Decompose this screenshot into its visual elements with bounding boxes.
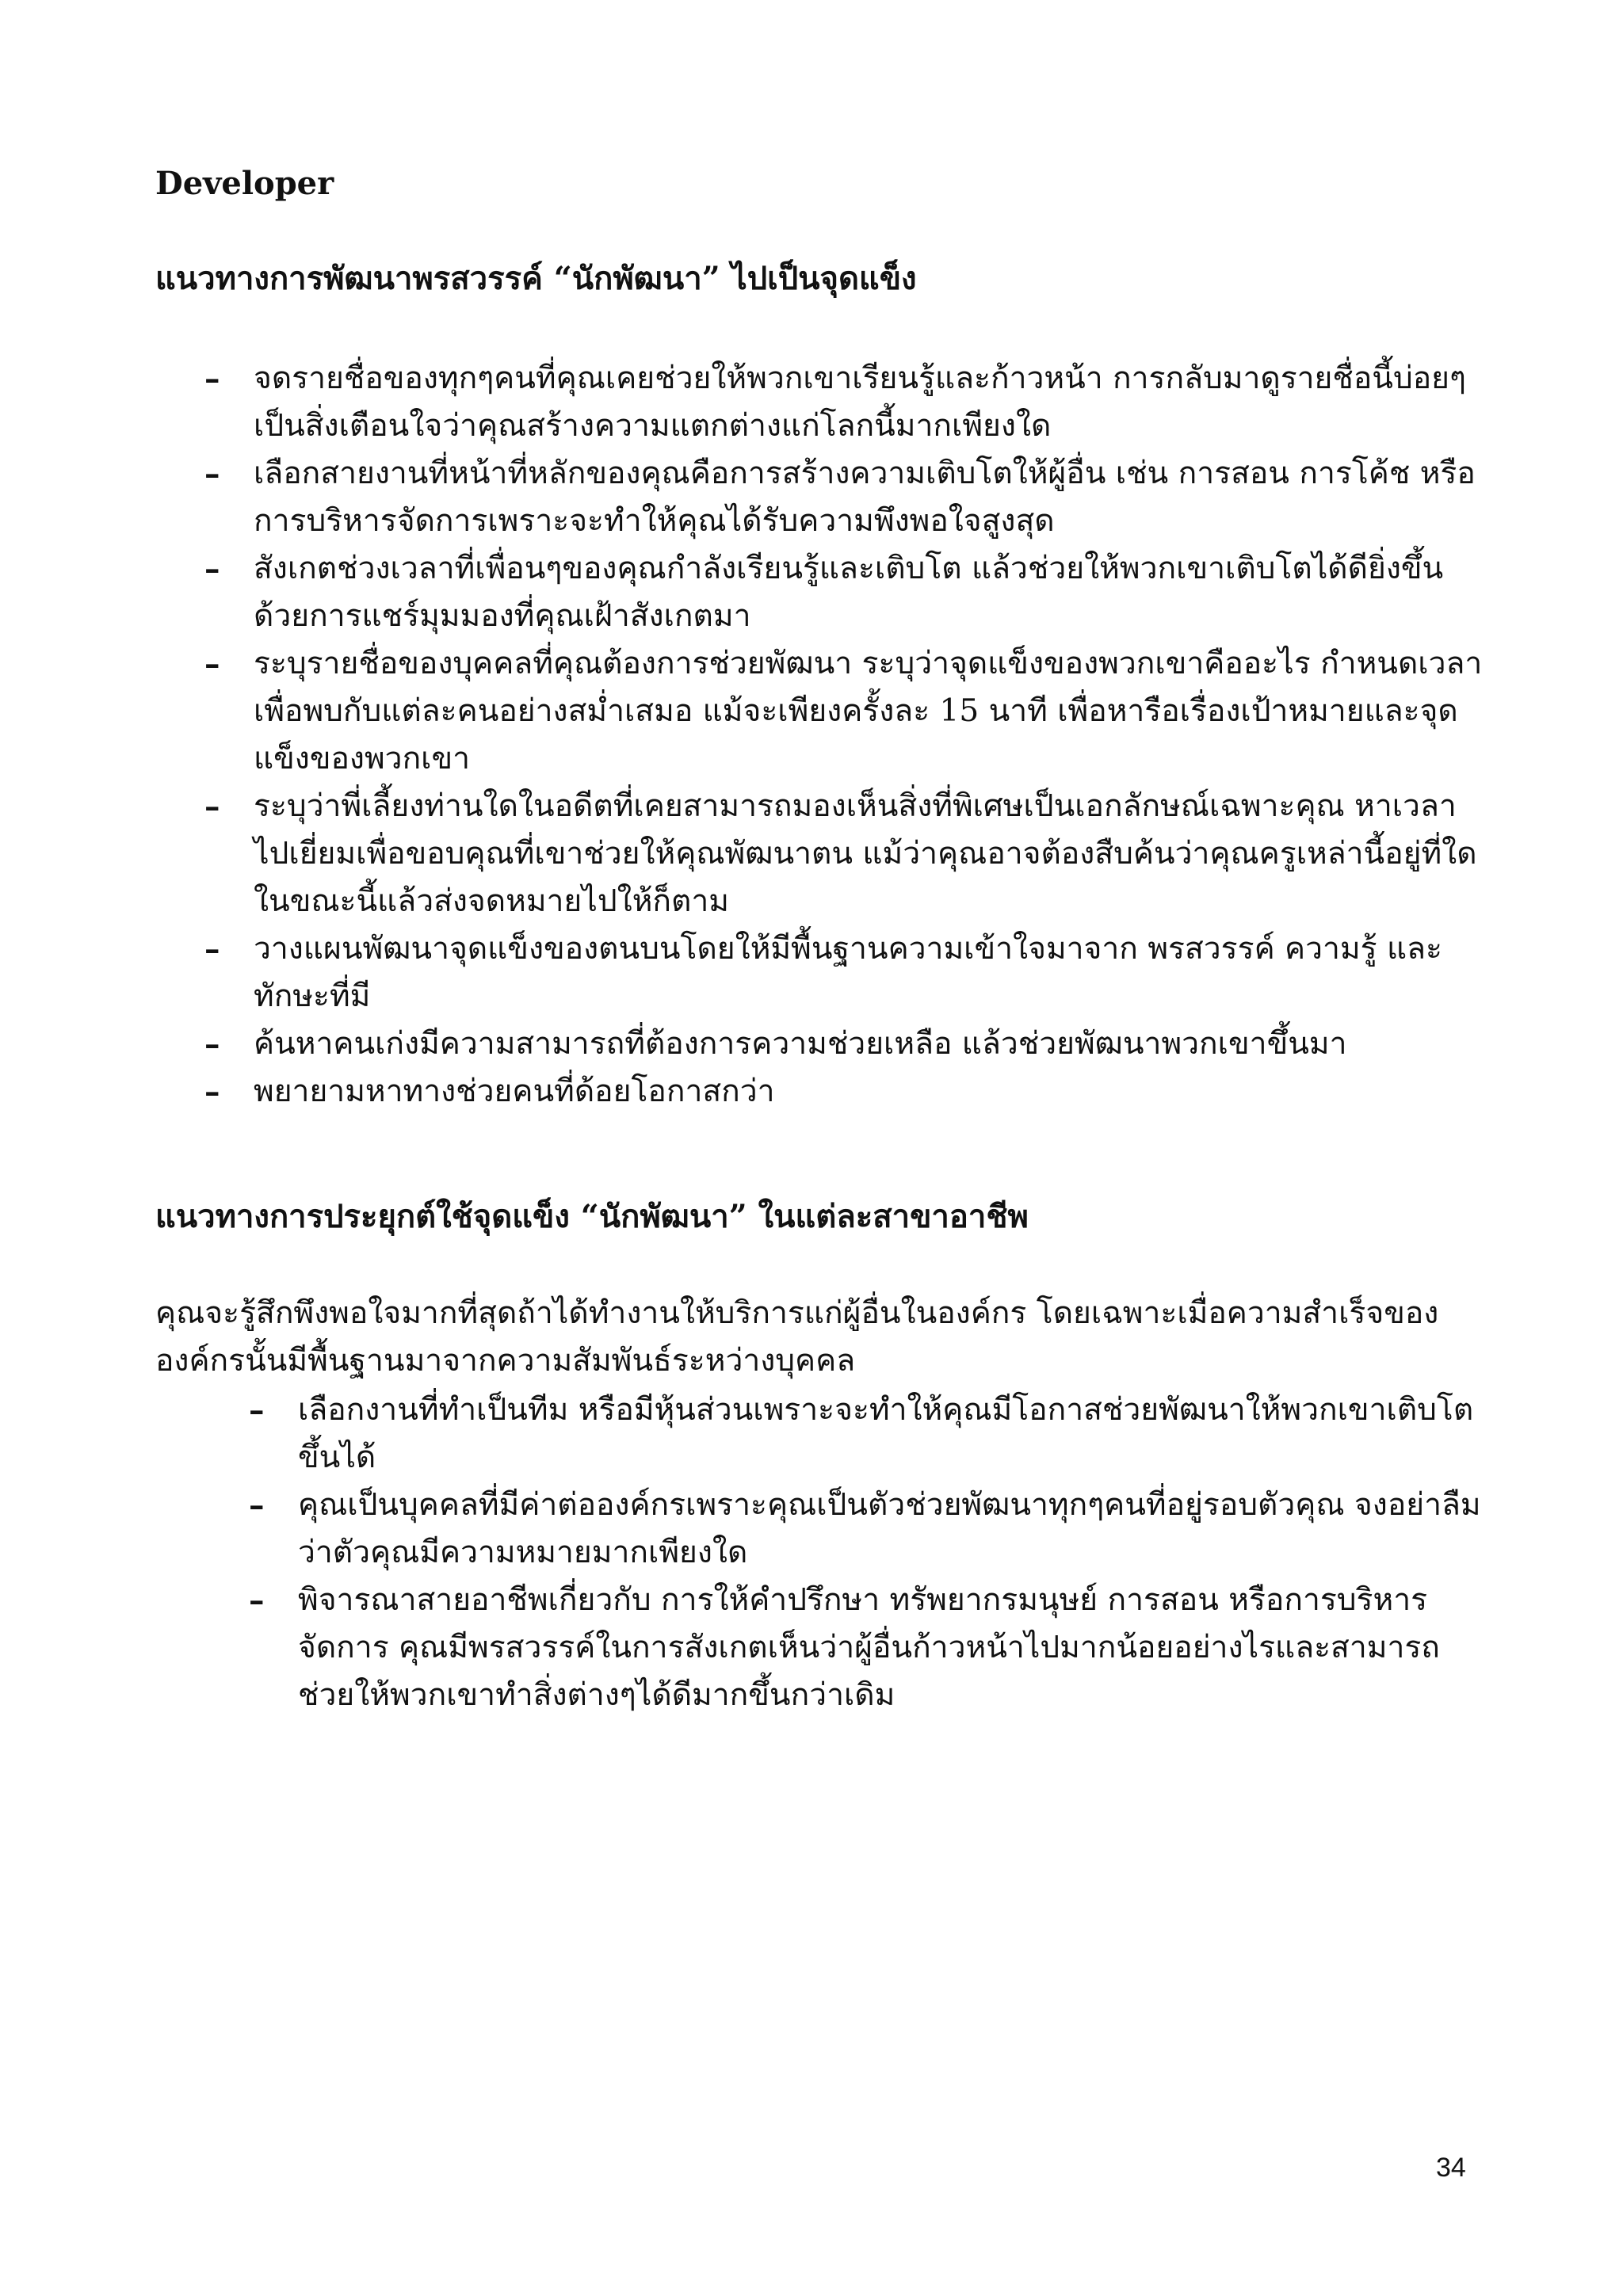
list-item-text: ระบุว่าพี่เลี้ยงท่านใดในอดีตที่เคยสามารถมองเห็นสิ่งที่พิเศษเป็นเอกลักษณ์เฉพาะคุณ หาเวลาไปเยี่ยมเพื่อขอบคุณที่เขาช่วยให้คุณพัฒนาตน แม้ว่าคุณอาจต้องสืบค้นว่าคุณครูเหล่านี้อยู่ที่ใดในขณะนี้แล้วส่งจดหมายไปให้ก็ตาม [254, 788, 1477, 919]
list-item-text: พยายามหาทางช่วยคนที่ด้อยโอกาสกว่า [254, 1074, 775, 1109]
list-item [204, 450, 1490, 545]
list-item-text: เลือกงานที่ทำเป็นทีม หรือมีหุ้นส่วนเพราะจะทำให้คุณมีโอกาสช่วยพัฒนาให้พวกเขาเติบโตขึ้นได้ [298, 1392, 1474, 1475]
list-item-text: ค้นหาคนเก่งมีความสามารถที่ต้องการความช่วยเหลือ แล้วช่วยพัฒนาพวกเขาขึ้นมา [254, 1026, 1347, 1062]
list-item-text: สังเกตช่วงเวลาที่เพื่อนๆของคุณกำลังเรียนรู้และเติบโต แล้วช่วยให้พวกเขาเติบโตได้ดียิ่งขึ้น ด้วยการแชร์มุมมองที่คุณเฝ้าสังเกตมา [254, 551, 1444, 634]
bullet-dash: – [249, 1582, 265, 1619]
list-item [204, 640, 1490, 783]
section-2-intro: คุณจะรู้สึกพึงพอใจมากที่สุดถ้าได้ทำงานให้บริการแก่ผู้อื่นในองค์กร โดยเฉพาะเมื่อความสำเร็จขององค์กรนั้นมีพื้นฐานมาจากความสัมพันธ์ระหว่างบุคคล [155, 1295, 1439, 1379]
list-item-text: ระบุรายชื่อของบุคคลที่คุณต้องการช่วยพัฒนา ระบุว่าจุดแข็งของพวกเขาคืออะไร กำหนดเวลาเพื่อพบกับแต่ละคนอย่างสม่ำเสมอ แม้จะเพียงครั้งละ 15 นาที เพื่อหารือเรื่องเป้าหมายและจุดแข็งของพวกเขา [254, 646, 1483, 776]
bullet-dash: – [204, 456, 220, 492]
list-item-text: คุณเป็นบุคคลที่มีค่าต่อองค์กรเพราะคุณเป็นตัวช่วยพัฒนาทุกๆคนที่อยู่รอบตัวคุณ จงอย่าลืมว่าตัวคุณมีความหมายมากเพียงใด [298, 1487, 1481, 1570]
bullet-dash: – [204, 646, 220, 682]
bullet-dash: – [204, 360, 220, 397]
list-item [204, 925, 1490, 1020]
bullet-dash: – [204, 788, 220, 825]
section-1-bullet-list [204, 355, 1490, 1116]
list-item [249, 1386, 1487, 1482]
list-item [204, 1068, 1490, 1116]
section-1-heading: แนวทางการพัฒนาพรสวรรค์ “นักพัฒนา” ไปเป็นจุดแข็ง [155, 260, 917, 297]
list-item [249, 1482, 1487, 1577]
section-2-bullet-list [249, 1386, 1487, 1719]
list-item [249, 1577, 1487, 1719]
section-2-heading: แนวทางการประยุกต์ใช้จุดแข็ง “นักพัฒนา” ในแต่ละสาขาอาชีพ [155, 1198, 1029, 1235]
bullet-dash: – [249, 1392, 265, 1428]
list-item [204, 545, 1490, 640]
list-item [204, 1020, 1490, 1068]
document-title: Developer [155, 165, 334, 202]
list-item-text: พิจารณาสายอาชีพเกี่ยวกับ การให้คำปรึกษา ทรัพยากรมนุษย์ การสอน หรือการบริหารจัดการ คุณมีพรสวรรค์ในการสังเกตเห็นว่าผู้อื่นก้าวหน้าไปมากน้อยอย่างไรและสามารถช่วยให้พวกเขาทำสิ่งต่างๆได้ดีมากขึ้นกว่าเดิม [298, 1582, 1440, 1713]
list-item-text: วางแผนพัฒนาจุดแข็งของตนบนโดยให้มีพื้นฐานความเข้าใจมาจาก พรสวรรค์ ความรู้ และทักษะที่มี [254, 931, 1442, 1014]
bullet-dash: – [204, 551, 220, 587]
bullet-dash: – [249, 1487, 265, 1524]
bullet-dash: – [204, 1074, 220, 1110]
list-item-text: เลือกสายงานที่หน้าที่หลักของคุณคือการสร้างความเติบโตให้ผู้อื่น เช่น การสอน การโค้ช หรือการบริหารจัดการเพราะจะทำให้คุณได้รับความพึงพอใจสูงสุด [254, 456, 1476, 539]
bullet-dash: – [204, 1026, 220, 1062]
bullet-dash: – [204, 931, 220, 967]
page-number: 34 [1436, 2153, 1466, 2183]
list-item [204, 783, 1490, 925]
list-item [204, 355, 1490, 450]
list-item-text: จดรายชื่อของทุกๆคนที่คุณเคยช่วยให้พวกเขาเรียนรู้และก้าวหน้า การกลับมาดูรายชื่อนี้บ่อยๆ เป็นสิ่งเตือนใจว่าคุณสร้างความแตกต่างแก่โลกนี้มากเพียงใด [254, 360, 1466, 444]
